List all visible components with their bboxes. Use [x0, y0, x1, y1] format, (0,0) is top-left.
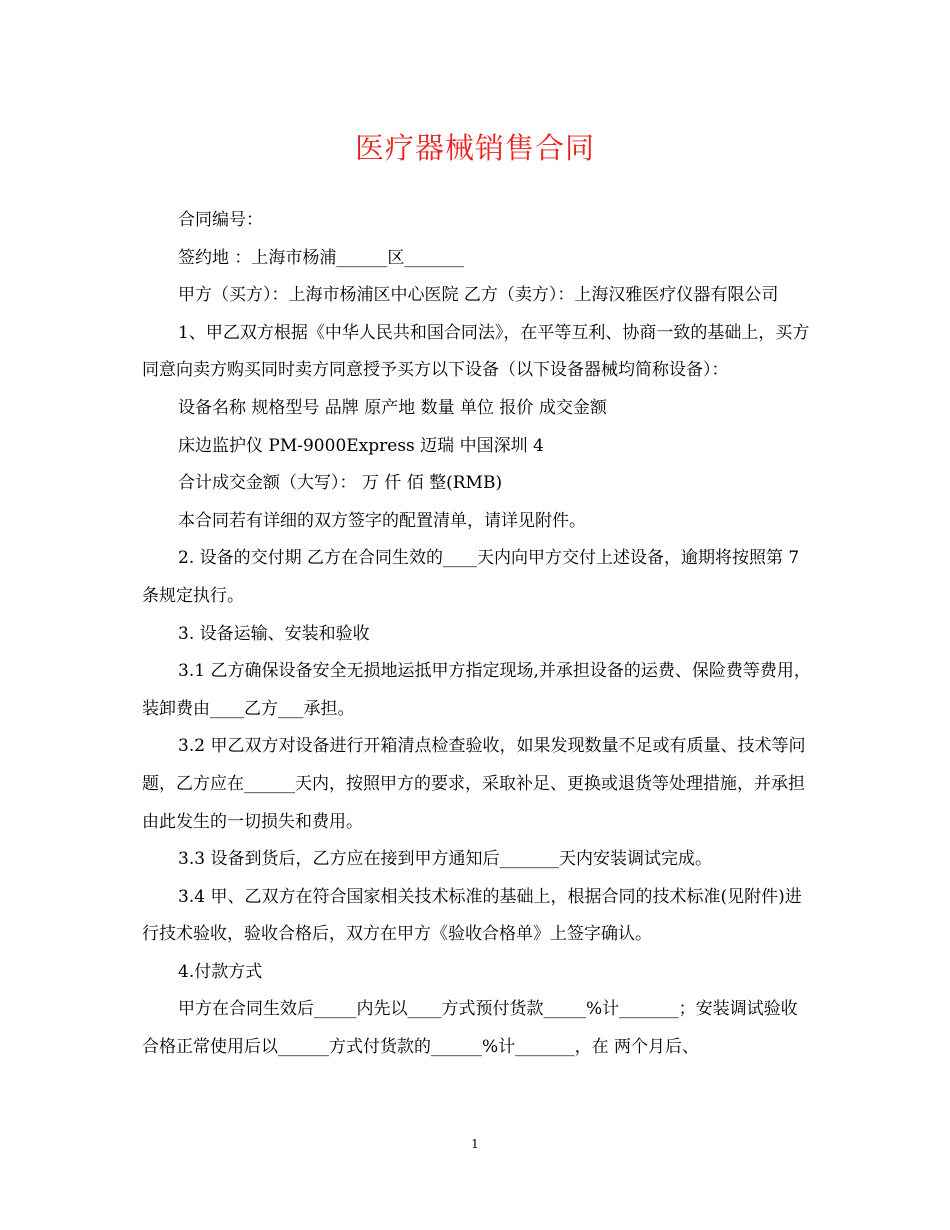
page-number: 1: [471, 1137, 479, 1151]
document-body: [142, 202, 812, 1067]
paragraph-clause-3-4: 3.4 甲、乙双方在符合国家相关技术标准的基础上，根据合同的技术标准(见附件)进行技术验收，验收合格后，双方在甲方《验收合格单》上签字确认。: [142, 886, 802, 945]
paragraph-clause-3-1: 3.1 乙方确保设备安全无损地运抵甲方指定现场,并承担设备的运费、保险费等费用，装卸费由____乙方___承担。: [142, 661, 811, 719]
paragraph-equipment-row: 床边监护仪 PM-9000Express 迈瑞 中国深圳 4: [178, 435, 544, 456]
paragraph-clause-3-3: 3.3 设备到货后，乙方应在接到甲方通知后_______天内安装调试完成。: [178, 849, 712, 870]
paragraph-clause-3: 3. 设备运输、安装和验收: [178, 623, 370, 644]
paragraph-equipment-header: 设备名称 规格型号 品牌 原产地 数量 单位 报价 成交金额: [178, 397, 607, 418]
paragraph-clause-2: 2. 设备的交付期 乙方在合同生效的____天内向甲方交付上述设备，逾期将按照第 7 条规定执行。: [142, 548, 800, 606]
paragraph-signing-place: 签约地 ：上海市杨浦______区_______: [178, 247, 464, 268]
paragraph-clause-3-2: 3.2 甲乙双方对设备进行开箱清点检查验收，如果发现数量不足或有质量、技术等问题，乙方应在______天内，按照甲方的要求，采取补足、更换或退货等处理措施，并承担由此发生的一切损失和费用。: [142, 736, 806, 832]
paragraph-parties: 甲方（买方）：上海市杨浦区中心医院 乙方（卖方）：上海汉雅医疗仪器有限公司: [178, 285, 779, 306]
paragraph-attachment-note: 本合同若有详细的双方签字的配置清单，请详见附件。: [178, 510, 586, 531]
paragraph-clause-4: 4.付款方式: [178, 961, 263, 982]
paragraph-clause-1: 1、甲乙双方根据《中华人民共和国合同法》，在平等互利、协商一致的基础上，买方同意向卖方购买同时卖方同意授予买方以下设备（以下设备器械均简称设备）：: [142, 322, 810, 381]
paragraph-contract-number: 合同编号：: [178, 210, 263, 230]
document-title: 医疗器械销售合同: [354, 131, 595, 165]
paragraph-total-amount: 合计成交金额（大写）： 万 仟 佰 整(RMB): [178, 473, 503, 494]
paragraph-payment-terms: 甲方在合同生效后_____内先以____方式预付货款_____%计_______；安装调试验收合格正常使用后以______方式付货款的______%计_______，在 两个月后、: [142, 999, 798, 1058]
